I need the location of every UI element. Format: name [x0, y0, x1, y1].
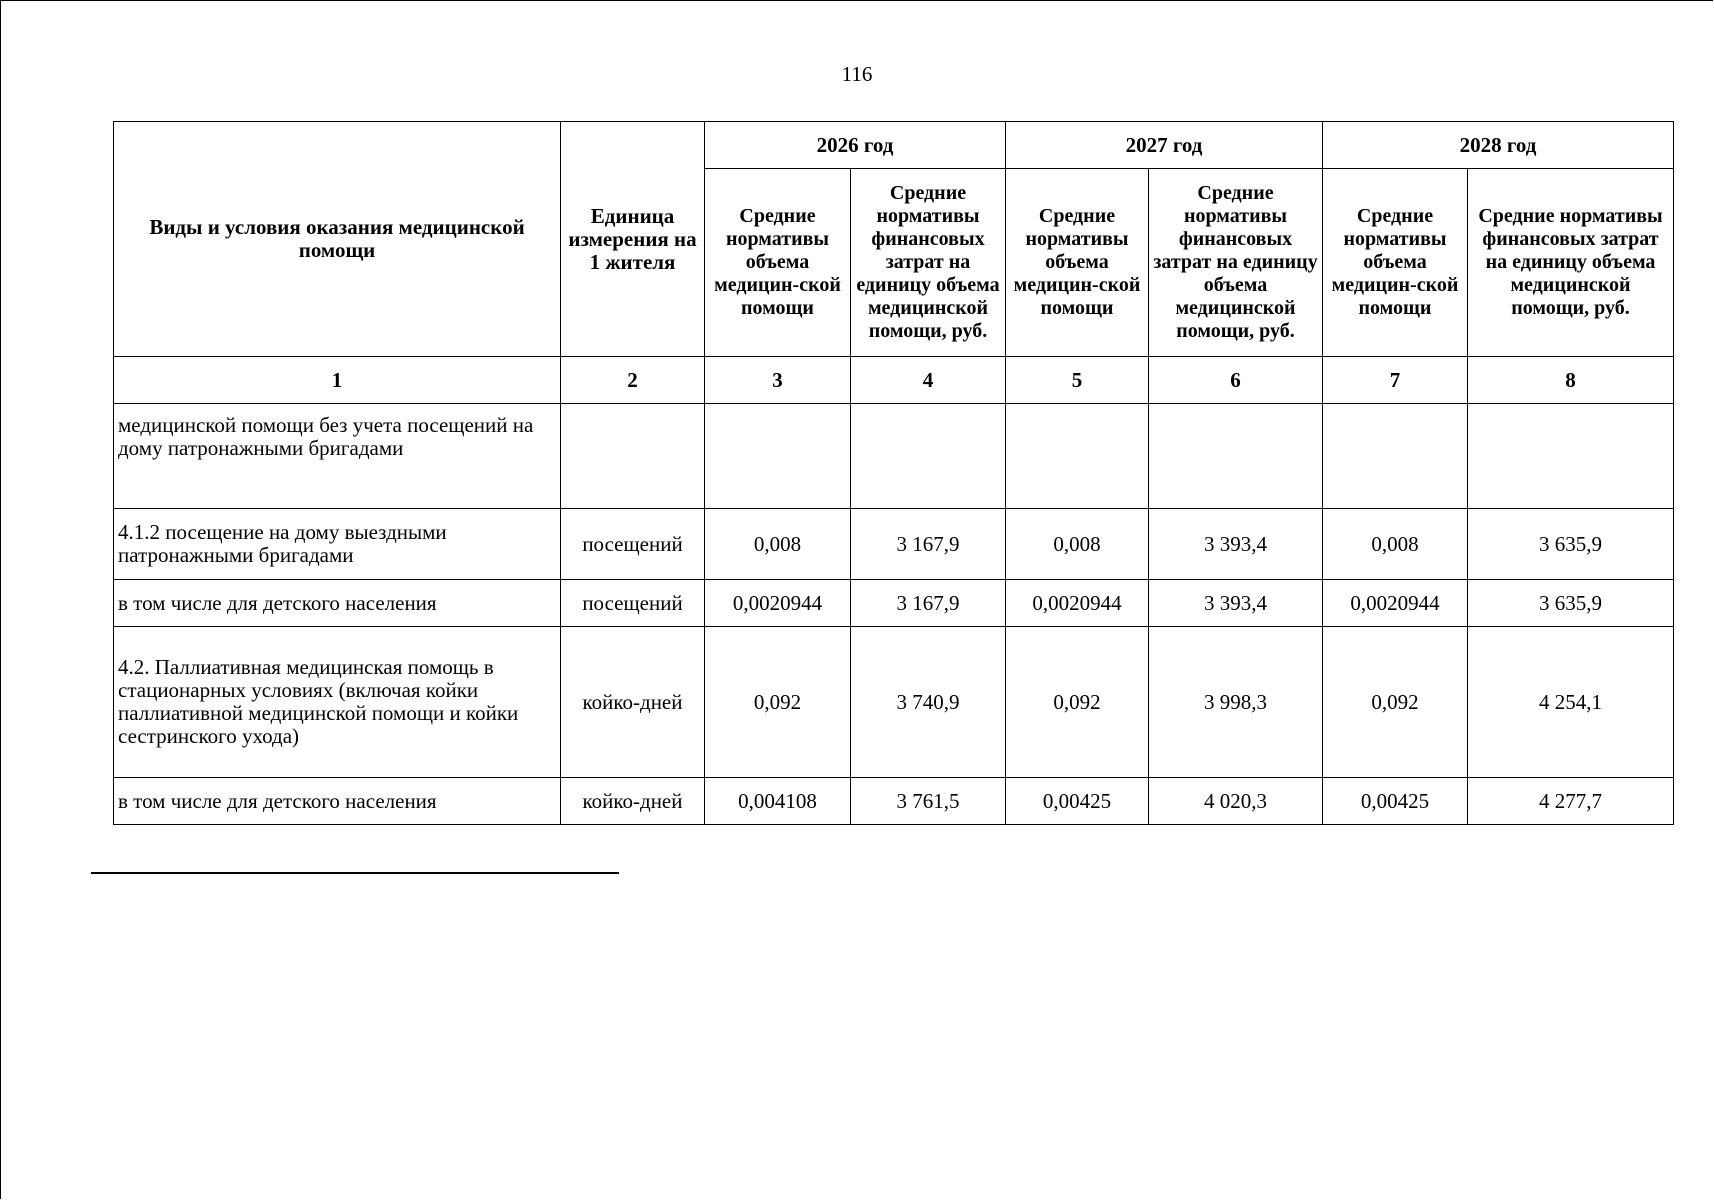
- table-row: [114, 580, 1674, 627]
- cost-2028: 4 254,1: [1468, 627, 1674, 778]
- volume-2026: [705, 404, 851, 509]
- row-description: в том числе для детского населения: [114, 778, 561, 825]
- page-number: 116: [841, 62, 873, 86]
- row-description: медицинской помощи без учета посещений на дому патронажными бригадами: [114, 404, 561, 509]
- table-row: [114, 627, 1674, 778]
- volume-2027: 0,092: [1006, 627, 1149, 778]
- cost-2028: 3 635,9: [1468, 509, 1674, 580]
- volume-2027: 0,008: [1006, 509, 1149, 580]
- cost-2026: 3 167,9: [851, 580, 1006, 627]
- volume-2027: [1006, 404, 1149, 509]
- table-row: [114, 509, 1674, 580]
- volume-2027: 0,00425: [1006, 778, 1149, 825]
- cost-2028: [1468, 404, 1674, 509]
- header-volume-2027: Средние нормативы объема медицин-ской помощи: [1006, 169, 1149, 357]
- cost-2026: 3 761,5: [851, 778, 1006, 825]
- row-unit: посещений: [561, 580, 705, 627]
- row-unit: [561, 404, 705, 509]
- column-number: 8: [1468, 357, 1674, 404]
- row-description: 4.1.2 посещение на дому выездными патронажными бригадами: [114, 509, 561, 580]
- header-year-2028: 2028 год: [1323, 122, 1674, 169]
- cost-2027: 3 393,4: [1149, 509, 1323, 580]
- volume-2026: 0,092: [705, 627, 851, 778]
- column-number: 3: [705, 357, 851, 404]
- header-volume-2028: Средние нормативы объема медицин-ской помощи: [1323, 169, 1468, 357]
- volume-2028: 0,092: [1323, 627, 1468, 778]
- volume-2026: 0,008: [705, 509, 851, 580]
- cost-2028: 4 277,7: [1468, 778, 1674, 825]
- column-number: 1: [114, 357, 561, 404]
- norms-table: [113, 121, 1674, 825]
- cost-2027: 4 020,3: [1149, 778, 1323, 825]
- column-number-row: [114, 357, 1674, 404]
- volume-2028: 0,008: [1323, 509, 1468, 580]
- volume-2027: 0,0020944: [1006, 580, 1149, 627]
- header-year-2026: 2026 год: [705, 122, 1006, 169]
- table-row: [114, 778, 1674, 825]
- header-cost-2027: Средние нормативы финансовых затрат на единицу объема медицинской помощи, руб.: [1149, 169, 1323, 357]
- volume-2028: 0,00425: [1323, 778, 1468, 825]
- cost-2027: 3 998,3: [1149, 627, 1323, 778]
- volume-2028: [1323, 404, 1468, 509]
- cost-2027: 3 393,4: [1149, 580, 1323, 627]
- header-year-2027: 2027 год: [1006, 122, 1323, 169]
- column-number: 5: [1006, 357, 1149, 404]
- row-unit: койко-дней: [561, 778, 705, 825]
- volume-2026: 0,0020944: [705, 580, 851, 627]
- footnote-separator: [91, 872, 619, 874]
- row-description: в том числе для детского населения: [114, 580, 561, 627]
- table-row: [114, 404, 1674, 509]
- row-description: 4.2. Паллиативная медицинская помощь в стационарных условиях (включая койки паллиативной медицинской помощи и койки сестринского ухода): [114, 627, 561, 778]
- volume-2026: 0,004108: [705, 778, 851, 825]
- header-cost-2026: Средние нормативы финансовых затрат на единицу объема медицинской помощи, руб.: [851, 169, 1006, 357]
- header-cost-2028: Средние нормативы финансовых затрат на единицу объема медицинской помощи, руб.: [1468, 169, 1674, 357]
- volume-2028: 0,0020944: [1323, 580, 1468, 627]
- column-number: 6: [1149, 357, 1323, 404]
- cost-2026: 3 167,9: [851, 509, 1006, 580]
- column-number: 7: [1323, 357, 1468, 404]
- cost-2026: 3 740,9: [851, 627, 1006, 778]
- column-number: 2: [561, 357, 705, 404]
- column-number: 4: [851, 357, 1006, 404]
- row-unit: посещений: [561, 509, 705, 580]
- header-unit: Единица измерения на 1 жителя: [561, 122, 705, 357]
- header-volume-2026: Средние нормативы объема медицин-ской помощи: [705, 169, 851, 357]
- row-unit: койко-дней: [561, 627, 705, 778]
- cost-2026: [851, 404, 1006, 509]
- header-service-type: Виды и условия оказания медицинской помощи: [114, 122, 561, 357]
- cost-2028: 3 635,9: [1468, 580, 1674, 627]
- cost-2027: [1149, 404, 1323, 509]
